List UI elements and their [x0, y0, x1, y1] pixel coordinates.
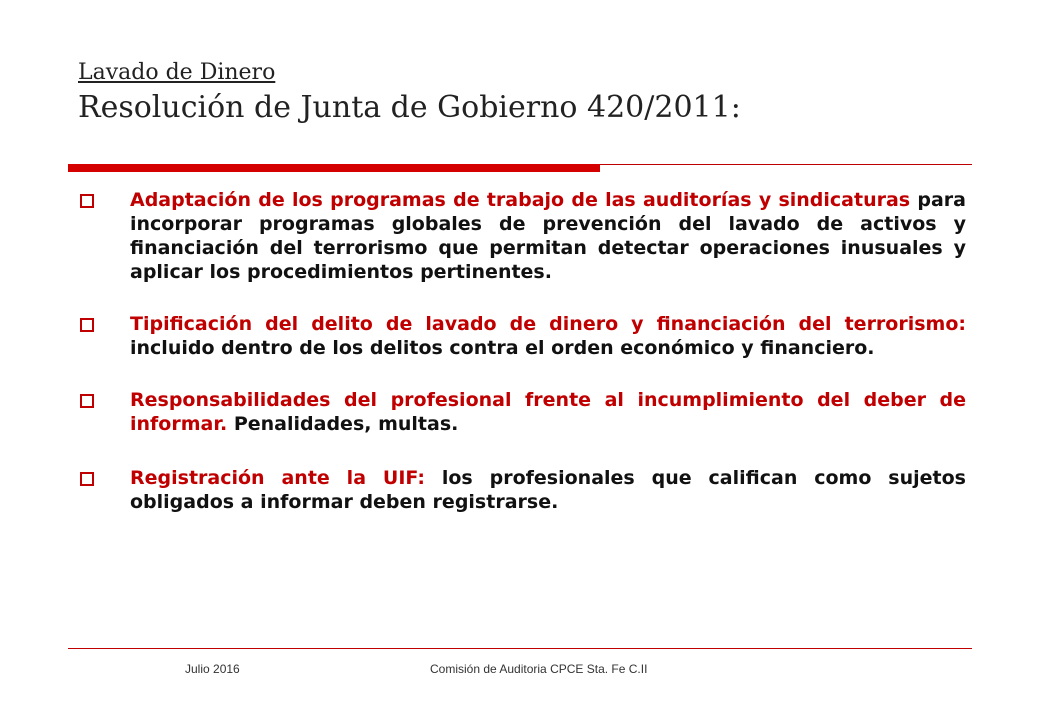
item-highlight: Registración ante la UIF: — [130, 467, 425, 489]
list-item — [76, 388, 966, 436]
square-bullet-icon — [80, 318, 94, 332]
item-highlight: Responsabilidades del profesional frente al incumplimiento del deber de informar. — [130, 389, 966, 435]
item-text: Penalidades, multas. — [227, 413, 459, 435]
square-bullet-icon — [80, 394, 94, 408]
title-divider-thin — [600, 164, 972, 165]
item-text: para incorporar programas globales de prevención del lavado de activos y financiación del terrorismo que permitan detectar operaciones inusuales y aplicar los procedimientos pertinentes. — [130, 189, 966, 283]
item-highlight: Tipificación del delito de lavado de dinero y financiación del terrorismo: — [130, 313, 966, 335]
title-top: Lavado de Dinero — [78, 60, 276, 85]
list-item — [76, 312, 966, 360]
square-bullet-icon — [80, 194, 94, 208]
item-text: los profesionales que califican como sujetos obligados a informar deben registrarse. — [130, 467, 966, 513]
list-item — [76, 466, 966, 514]
list-item — [76, 188, 966, 284]
footer-commission: Comisión de Auditoria CPCE Sta. Fe C.II — [430, 662, 648, 676]
bullet-list — [76, 188, 966, 542]
item-text: incluido dentro de los delitos contra el orden económico y financiero. — [130, 337, 875, 359]
slide-title — [78, 58, 978, 128]
title-divider-thick — [68, 164, 600, 172]
item-highlight: Adaptación de los programas de trabajo de las auditorías y sindicaturas — [130, 189, 911, 211]
footer-divider — [68, 648, 972, 649]
footer-date: Julio 2016 — [185, 662, 240, 676]
square-bullet-icon — [80, 472, 94, 486]
title-main: Resolución de Junta de Gobierno 420/2011: — [78, 90, 741, 125]
